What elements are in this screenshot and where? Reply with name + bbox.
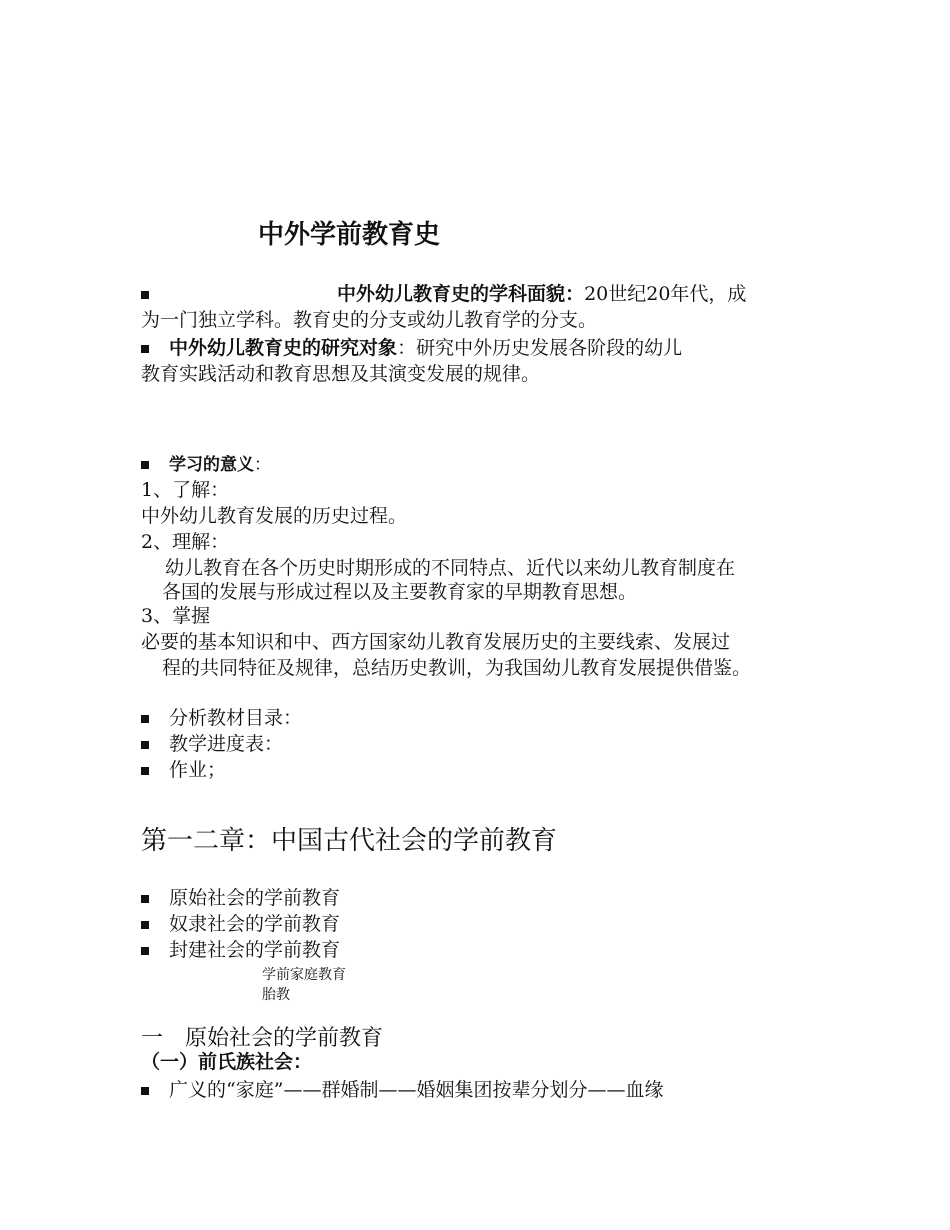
chapter-item	[141, 885, 340, 911]
significance-p3-label: 3、掌握	[141, 605, 211, 627]
bullet-square-icon	[141, 1087, 149, 1095]
bullet-square-icon	[141, 767, 149, 775]
intro-item-1	[141, 281, 746, 307]
bullet-square-icon	[141, 741, 149, 749]
bullet-square-icon	[141, 947, 149, 955]
section-bullet	[141, 1077, 663, 1103]
significance-p2-line2: 各国的发展与形成过程以及主要教育家的早期教育思想。	[162, 581, 638, 603]
chapter-subitem: 学前家庭教育	[262, 967, 346, 983]
bullet-square-icon	[141, 461, 149, 469]
significance-heading-colon: ：	[254, 455, 272, 475]
intro-item-1-colon: ：	[565, 283, 585, 305]
significance-p3-line2: 程的共同特征及规律，总结历史教训，为我国幼儿教育发展提供借鉴。	[162, 657, 752, 679]
chapter-subitem: 胎教	[262, 987, 290, 1003]
significance-p2-line1: 幼儿教育在各个历史时期形成的不同特点、近代以来幼儿教育制度在	[165, 557, 736, 579]
chapter-item	[141, 911, 340, 937]
intro-item-2-heading: 中外幼儿教育史的研究对象	[169, 337, 398, 359]
bullet-square-icon	[141, 895, 149, 903]
intro-item-1-text: 20世纪20年代，成	[584, 283, 747, 305]
task-item	[141, 731, 283, 757]
section-heading: 一 原始社会的学前教育	[141, 1026, 384, 1051]
chapter-item-text: 奴隶社会的学前教育	[169, 913, 341, 935]
chapter-item	[141, 937, 340, 963]
chapter-heading: 第一二章：中国古代社会的学前教育	[141, 826, 558, 856]
bullet-square-icon	[141, 715, 149, 723]
significance-p1-text: 中外幼儿教育发展的历史过程。	[141, 505, 408, 527]
intro-item-2	[141, 335, 682, 361]
intro-item-1-cont: 为一门独立学科。教育史的分支或幼儿教育学的分支。	[141, 309, 598, 331]
bullet-square-icon	[141, 291, 149, 299]
significance-p3-line1: 必要的基本知识和中、西方国家幼儿教育发展历史的主要线索、发展过	[141, 631, 731, 653]
task-item-text: 教学进度表：	[169, 733, 284, 755]
task-item-text: 分析教材目录：	[169, 707, 303, 729]
intro-item-1-heading: 中外幼儿教育史的学科面貌	[337, 283, 566, 305]
page-title: 中外学前教育史	[258, 220, 441, 250]
chapter-item-text: 封建社会的学前教育	[169, 939, 341, 961]
bullet-square-icon	[141, 921, 149, 929]
chapter-item-text: 原始社会的学前教育	[169, 887, 341, 909]
significance-heading	[141, 451, 271, 478]
bullet-square-icon	[141, 345, 149, 353]
task-item	[141, 705, 302, 731]
section-bullet-text: 广义的“家庭”——群婚制——婚姻集团按辈分划分——血缘	[169, 1079, 664, 1101]
significance-p1-label: 1、了解：	[141, 479, 230, 501]
intro-item-2-colon: ：	[397, 337, 417, 359]
task-item	[141, 757, 226, 783]
intro-item-2-cont: 教育实践活动和教育思想及其演变发展的规律。	[141, 363, 541, 385]
task-item-text: 作业；	[169, 759, 227, 781]
significance-p2-label: 2、理解：	[141, 531, 230, 553]
section-subheading: （一）前氏族社会：	[141, 1051, 313, 1073]
intro-item-2-text: 研究中外历史发展各阶段的幼儿	[416, 337, 683, 359]
significance-heading-text: 学习的意义	[169, 455, 255, 475]
